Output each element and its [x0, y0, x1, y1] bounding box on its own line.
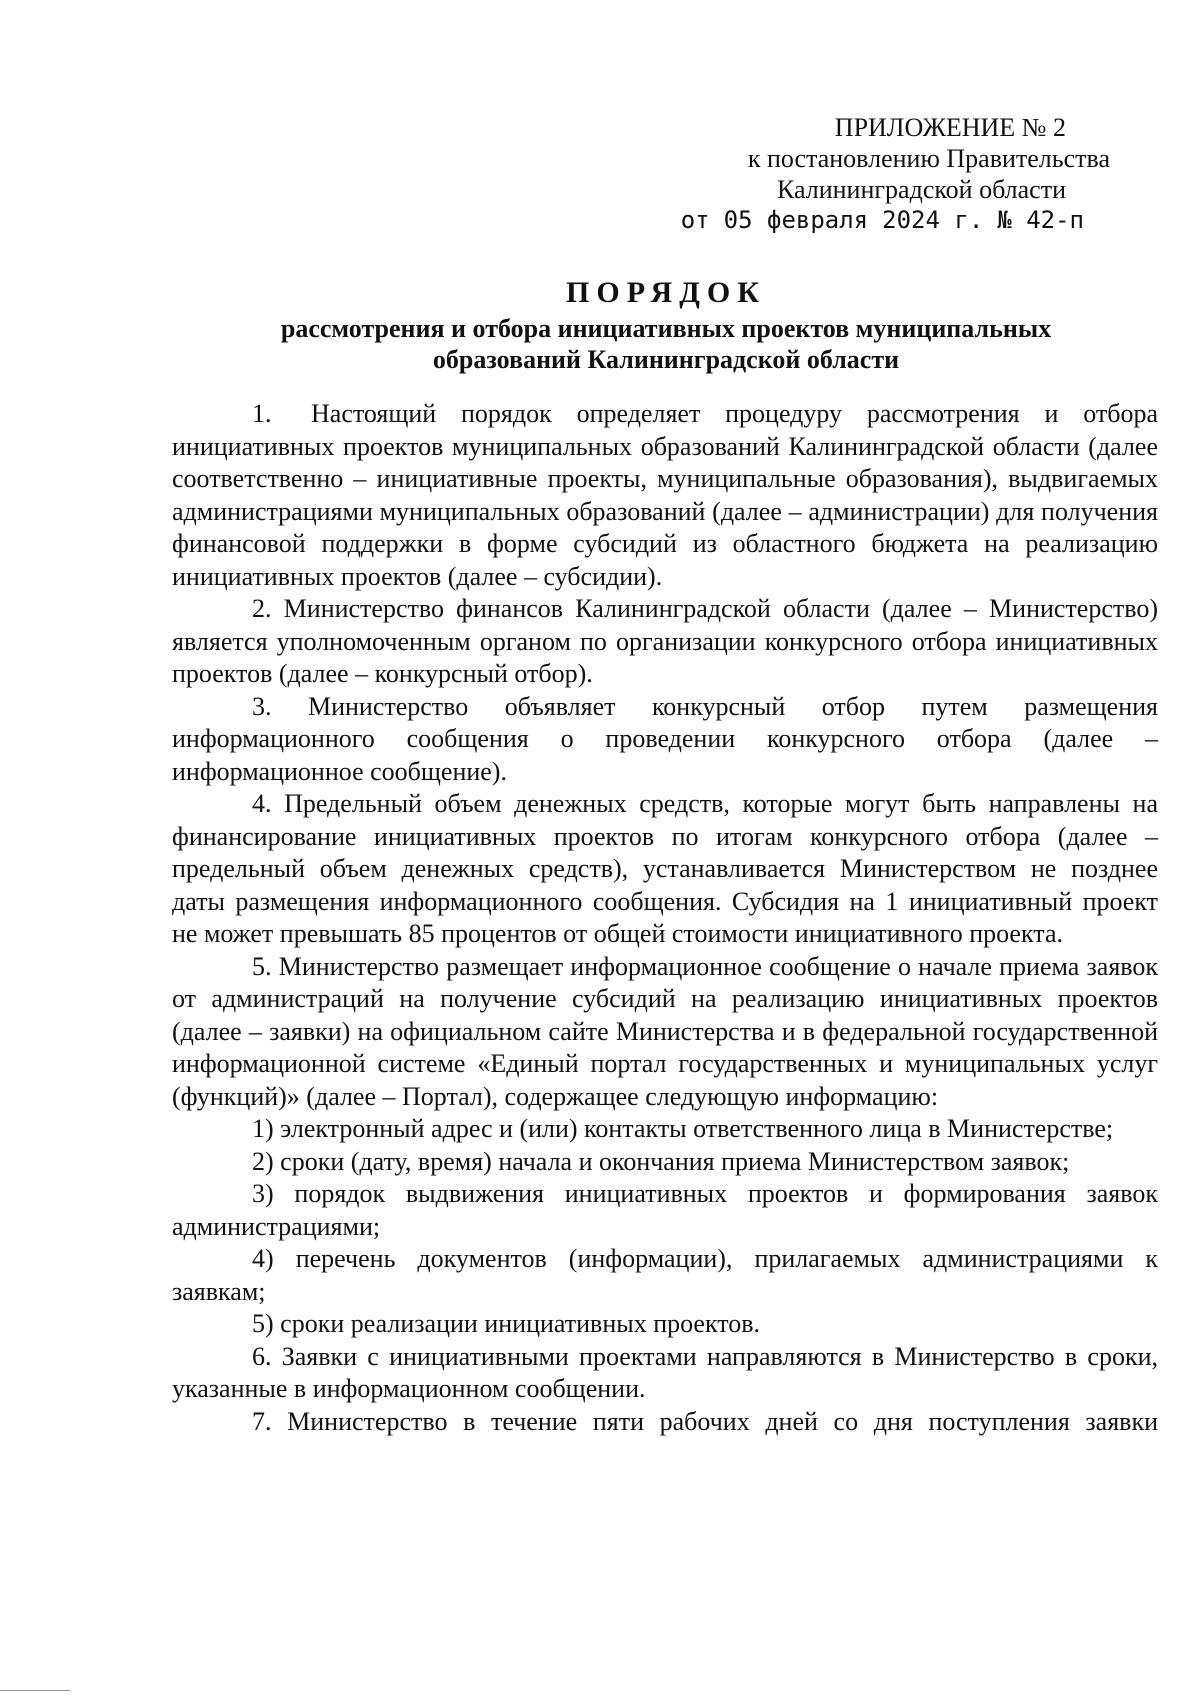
paragraph-number: 4.: [252, 789, 272, 818]
paragraph-text: Министерство в течение пяти рабочих дней со дня поступления заявки: [287, 1406, 1159, 1436]
paragraph-number: 6.: [252, 1341, 272, 1371]
paragraph-4: [172, 788, 1158, 951]
date-prefix: от: [680, 206, 710, 234]
list-item-number: 3): [252, 1179, 274, 1208]
paragraph-number: 1.: [252, 399, 272, 428]
paragraph-number: 3.: [252, 691, 272, 721]
paragraph-7: [172, 1406, 1158, 1439]
appendix-header: [600, 112, 1110, 236]
paragraph-6: [172, 1341, 1158, 1406]
appendix-region: Калининградской области: [776, 175, 1066, 204]
title-subtitle-line2: образований Калининградской области: [432, 345, 900, 374]
list-item-number: 2): [252, 1146, 274, 1176]
paragraph-number: 2.: [252, 594, 272, 623]
list-item-4: [172, 1243, 1158, 1308]
appendix-date-line: [600, 205, 1110, 236]
paragraph-text: Министерство размещает информационное сообщение о начале приема заявок от администраций на получение субсидий на реализацию инициативных проектов (далее – заявки) на официальном сайте Министерства и в федеральной государственной информационной системе «Единый портал государственных и муниципальных услуг (функций)» (далее – Портал), содержащее следующую информацию:: [172, 951, 1159, 1111]
resolution-number: № 42-п: [997, 206, 1084, 234]
title-subtitle-line1: рассмотрения и отбора инициативных проектов муниципальных: [280, 314, 1052, 343]
appendix-number: ПРИЛОЖЕНИЕ № 2: [834, 113, 1066, 142]
paragraph-text: Министерство объявляет конкурсный отбор путем размещения информационного сообщения о проведении конкурсного отбора (далее – информационное сообщение).: [172, 691, 1158, 786]
list-item-5: [172, 1308, 1158, 1341]
paragraph-text: Министерство финансов Калининградской области (далее – Министерство) является уполномоченным органом по организации конкурсного отбора инициативных проектов (далее – конкурсный отбор).: [172, 594, 1158, 688]
list-item-text: перечень документов (информации), прилагаемых администрациями к заявкам;: [172, 1244, 1159, 1306]
paragraph-text: Заявки с инициативными проектами направляются в Министерство в сроки, указанные в информационном сообщении.: [172, 1341, 1158, 1403]
title-heading: ПОРЯДОК: [566, 276, 766, 309]
date-year: 2024 г.: [882, 206, 984, 234]
footnote-rule: [0, 1690, 70, 1691]
appendix-resolution: к постановлению Правительства: [747, 144, 1110, 173]
paragraph-number: 5.: [252, 951, 272, 981]
paragraph-text: Предельный объем денежных средств, которые могут быть направлены на финансирование инициативных проектов по итогам конкурсного отбора (далее – предельный объем денежных средств), устанавливается Министерством не позднее даты размещения информационного сообщения. Субсидия на 1 инициативный проект не может превышать 85 процентов от общей стоимости инициативного проекта.: [172, 789, 1158, 948]
paragraph-2: [172, 593, 1158, 691]
list-item-2: [172, 1146, 1158, 1179]
list-item-3: [172, 1178, 1158, 1243]
list-item-text: сроки реализации инициативных проектов.: [280, 1309, 761, 1338]
paragraph-text: Настоящий порядок определяет процедуру рассмотрения и отбора инициативных проектов муниципальных образований Калининградской области (далее соответственно – инициативные проекты, муниципальные образования), выдвигаемых администрациями муниципальных образований (далее – администрации) для получения финансовой поддержки в форме субсидий из областного бюджета на реализацию инициативных проектов (далее – субсидии).: [172, 399, 1158, 591]
paragraph-1: [172, 398, 1158, 593]
document-body: [172, 398, 1158, 1438]
list-item-number: 5): [252, 1309, 274, 1338]
paragraph-3: [172, 691, 1158, 789]
date-value: 05 февраля: [723, 206, 869, 234]
document-title: [172, 273, 1160, 375]
list-item-number: 1): [252, 1114, 274, 1143]
paragraph-5: [172, 951, 1158, 1114]
list-item-text: электронный адрес и (или) контакты ответственного лица в Министерстве;: [280, 1114, 1114, 1143]
list-item-1: [172, 1113, 1158, 1146]
paragraph-number: 7.: [252, 1406, 272, 1436]
list-item-number: 4): [252, 1244, 274, 1273]
list-item-text: сроки (дату, время) начала и окончания приема Министерством заявок;: [280, 1146, 1070, 1176]
list-item-text: порядок выдвижения инициативных проектов и формирования заявок администрациями;: [172, 1179, 1158, 1241]
